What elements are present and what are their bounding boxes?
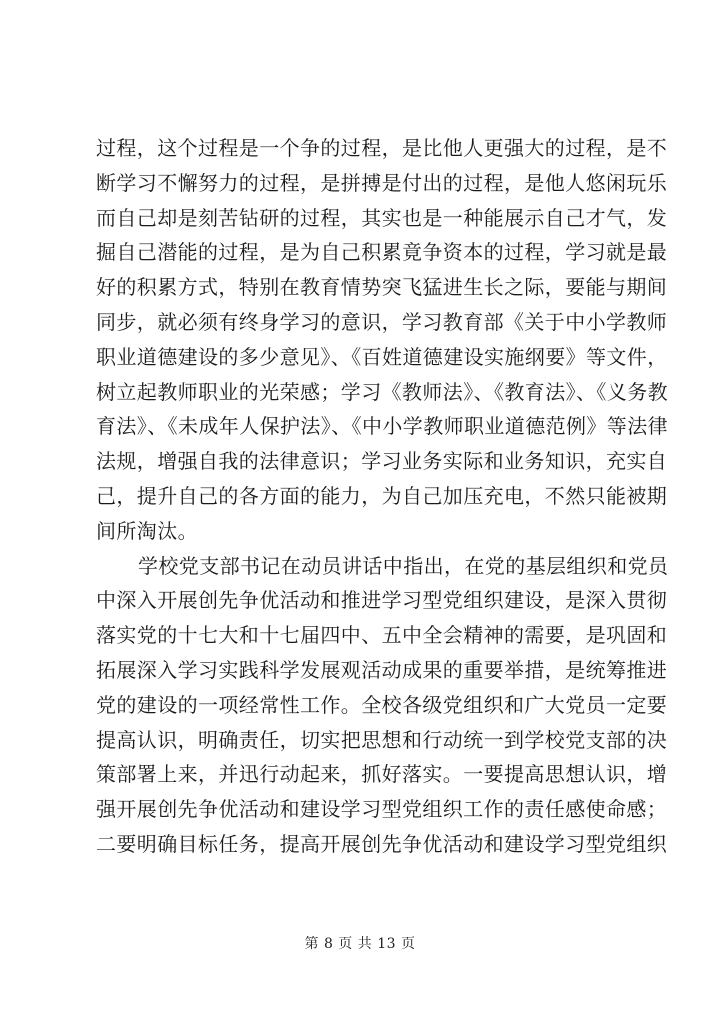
text-line: 职业道德建设的多少意见》、《百姓道德建设实施纲要》等文件，: [96, 344, 668, 369]
text-line: 好的积累方式，特别在教育情势突飞猛进生长之际，要能与期间: [96, 275, 668, 300]
text-line: 掘自己潜能的过程，是为自己积累竟争资本的过程，学习就是最: [96, 240, 668, 265]
text-line: 树立起教师职业的光荣感；学习《教师法》、《教育法》、《义务教: [96, 379, 668, 404]
text-line: 拓展深入学习实践科学发展观活动成果的重要举措，是统筹推进: [96, 657, 668, 682]
text-line: 中深入开展创先争优活动和推进学习型党组织建设，是深入贯彻: [96, 588, 668, 613]
text-line: 策部署上来，并迅行动起来，抓好落实。一要提高思想认识，增: [96, 762, 668, 787]
text-line: 育法》、《未成年人保护法》、《中小学教师职业道德范例》等法律: [96, 414, 668, 439]
paragraph-first-line: 学校党支部书记在动员讲话中指出，在党的基层组织和党员: [138, 553, 669, 578]
text-line: 强开展创先争优活动和建设学习型党组织工作的责任感使命感；: [96, 797, 668, 822]
text-line: 党的建设的一项经常性工作。全校各级党组织和广大党员一定要: [96, 692, 668, 717]
text-line: 提高认识，明确责任，切实把思想和行动统一到学校党支部的决: [96, 727, 668, 752]
text-line: 过程，这个过程是一个争的过程，是比他人更强大的过程，是不: [96, 136, 668, 160]
text-line: 而自己却是刻苦钻研的过程，其实也是一种能展示自己才气，发: [96, 205, 668, 230]
body-text: [96, 131, 669, 862]
text-line: 断学习不懈努力的过程，是拼搏是付出的过程，是他人悠闲玩乐: [96, 170, 668, 195]
text-line: 己，提升自己的各方面的能力，为自己加压充电，不然只能被期: [96, 483, 668, 508]
text-line: 同步，就必须有终身学习的意识，学习教育部《关于中小学教师: [96, 309, 668, 334]
text-line: 落实党的十七大和十七届四中、五中全会精神的需要，是巩固和: [96, 623, 668, 648]
text-line: 法规，增强自我的法律意识；学习业务实际和业务知识，充实自: [96, 449, 668, 474]
text-line: 二要明确目标任务，提高开展创先争优活动和建设学习型党组织: [96, 831, 668, 856]
page-number-footer: 第 8 页 共 13 页: [304, 936, 416, 952]
text-line: 间所淘汰。: [96, 518, 198, 543]
